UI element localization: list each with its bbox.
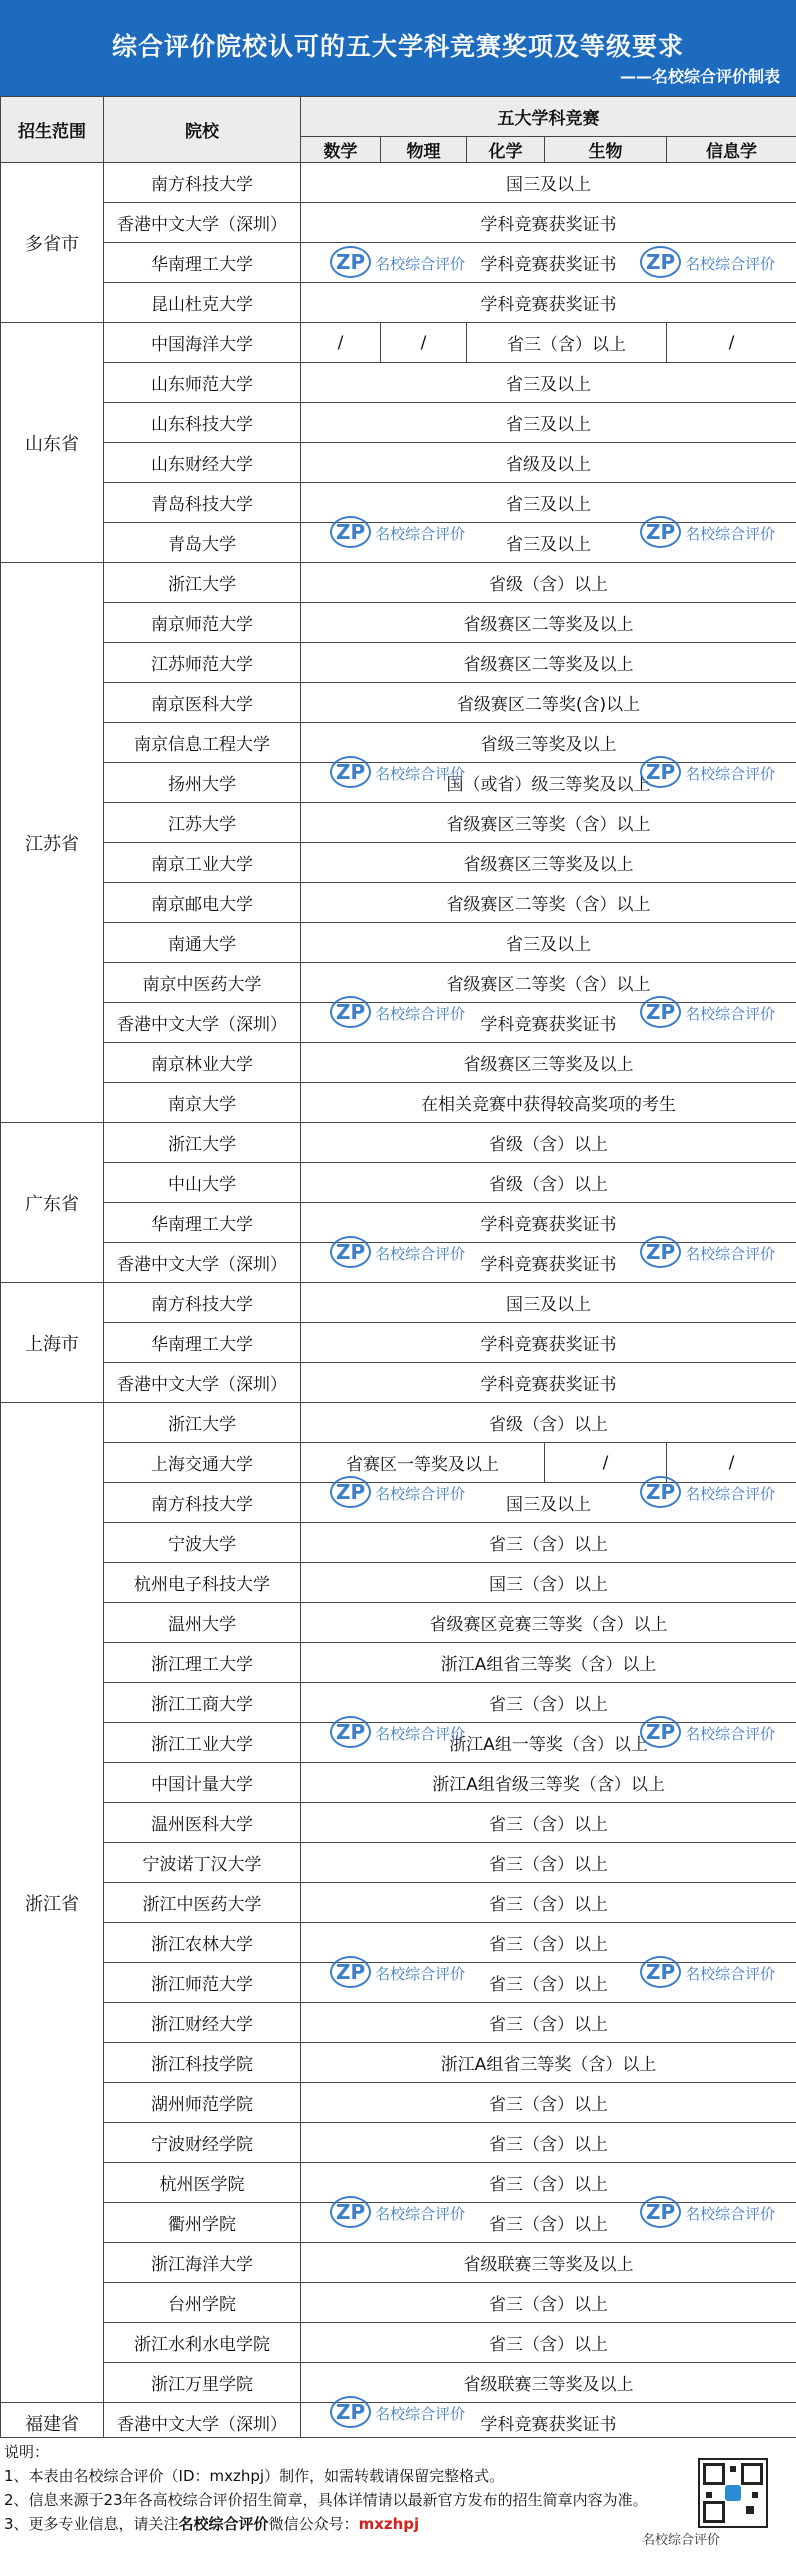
requirement-cell: 省级联赛三等奖及以上 (301, 2243, 796, 2283)
table-row (1, 1203, 796, 1243)
school-cell: 南通大学 (104, 923, 301, 963)
school-cell: 江苏大学 (104, 803, 301, 843)
requirement-cell: 省级赛区三等奖（含）以上 (301, 803, 796, 843)
requirement-cell: 省三（含）以上 (301, 1523, 796, 1563)
watermark-stamp: ZP 名校综合评价 (640, 1000, 775, 1024)
region-cell: 山东省 (1, 323, 104, 563)
school-cell: 香港中文大学（深圳） (104, 203, 301, 243)
watermark-stamp: ZP 名校综合评价 (330, 1960, 465, 1984)
table-body (1, 163, 796, 2443)
table-row (1, 643, 796, 683)
school-cell: 温州医科大学 (104, 1803, 301, 1843)
table-row (1, 323, 796, 363)
table-row (1, 1163, 796, 1203)
table-row (1, 843, 796, 883)
requirement-cell: 省级三等奖及以上 (301, 723, 796, 763)
school-cell: 中国海洋大学 (104, 323, 301, 363)
notes-section (0, 2437, 796, 2552)
requirement-cell: 省级赛区三等奖及以上 (301, 843, 796, 883)
requirement-cell: 省三（含）以上 (301, 1803, 796, 1843)
requirement-cell: 省三及以上 (301, 483, 796, 523)
school-cell: 浙江财经大学 (104, 2003, 301, 2043)
requirement-cell: 省三（含）以上 (301, 1883, 796, 1923)
table-row (1, 1363, 796, 1403)
page-title: 综合评价院校认可的五大学科竞赛奖项及等级要求 (0, 27, 796, 63)
requirement-cell: 省级及以上 (301, 443, 796, 483)
school-cell: 浙江大学 (104, 1403, 301, 1443)
watermark-stamp: ZP 名校综合评价 (330, 520, 465, 544)
requirement-cell: 省三及以上 (301, 923, 796, 963)
school-cell: 浙江大学 (104, 1123, 301, 1163)
requirement-cell: / (667, 323, 796, 363)
requirement-cell: 省级赛区二等奖(含)以上 (301, 683, 796, 723)
school-cell: 台州学院 (104, 2283, 301, 2323)
requirement-cell: 学科竞赛获奖证书 (301, 283, 796, 323)
school-cell: 香港中文大学（深圳） (104, 1363, 301, 1403)
notes-label: 说明： (4, 2441, 49, 2462)
requirement-cell: 省级（含）以上 (301, 563, 796, 603)
school-cell: 宁波财经学院 (104, 2123, 301, 2163)
table-row (1, 2083, 796, 2123)
school-cell: 南京信息工程大学 (104, 723, 301, 763)
school-cell: 华南理工大学 (104, 243, 301, 283)
school-cell: 山东科技大学 (104, 403, 301, 443)
school-cell: 浙江海洋大学 (104, 2243, 301, 2283)
requirement-cell: 省级赛区三等奖及以上 (301, 1043, 796, 1083)
header-competitions: 五大学科竞赛 (301, 97, 796, 137)
requirement-cell: 省级赛区二等奖（含）以上 (301, 963, 796, 1003)
header-subject-biology: 生物 (545, 137, 667, 163)
watermark-stamp: ZP 名校综合评价 (330, 1480, 465, 1504)
table-row (1, 483, 796, 523)
school-cell: 浙江中医药大学 (104, 1883, 301, 1923)
school-cell: 华南理工大学 (104, 1323, 301, 1363)
table-row (1, 1883, 796, 1923)
school-cell: 扬州大学 (104, 763, 301, 803)
school-cell: 中国计量大学 (104, 1763, 301, 1803)
table-row (1, 2043, 796, 2083)
requirement-cell: 学科竞赛获奖证书 (301, 1203, 796, 1243)
requirement-cell: 省三（含）以上 (467, 323, 667, 363)
requirement-cell: 学科竞赛获奖证书 (301, 1363, 796, 1403)
qr-code-icon (698, 2458, 768, 2528)
table-row (1, 1443, 796, 1483)
table-row (1, 1843, 796, 1883)
notes-wechat-id: mxzhpj (359, 2515, 420, 2533)
requirement-cell: 省级（含）以上 (301, 1123, 796, 1163)
school-cell: 南京林业大学 (104, 1043, 301, 1083)
table-row (1, 1123, 796, 1163)
school-cell: 南京中医药大学 (104, 963, 301, 1003)
table-row (1, 723, 796, 763)
table-row (1, 563, 796, 603)
watermark-stamp: ZP 名校综合评价 (330, 250, 465, 274)
notes-line-3-prefix: 3、更多专业信息，请关注 (4, 2515, 179, 2533)
requirement-cell: 学科竞赛获奖证书 (301, 2403, 796, 2443)
school-cell: 浙江工商大学 (104, 1683, 301, 1723)
watermark-stamp: ZP 名校综合评价 (640, 1480, 775, 1504)
requirement-cell: 省三（含）以上 (301, 2283, 796, 2323)
notes-line-3-mid: 微信公众号： (269, 2515, 359, 2533)
requirement-cell: 省三（含）以上 (301, 1843, 796, 1883)
table-row (1, 1603, 796, 1643)
page-header (0, 0, 796, 96)
header-subject-chemistry: 化学 (467, 137, 545, 163)
watermark-stamp: ZP 名校综合评价 (640, 520, 775, 544)
school-cell: 山东财经大学 (104, 443, 301, 483)
requirement-cell: 省级赛区二等奖（含）以上 (301, 883, 796, 923)
table-row (1, 1683, 796, 1723)
table-row (1, 403, 796, 443)
school-cell: 青岛大学 (104, 523, 301, 563)
school-cell: 浙江万里学院 (104, 2363, 301, 2403)
requirement-cell: 省级（含）以上 (301, 1403, 796, 1443)
requirement-cell: 学科竞赛获奖证书 (301, 243, 796, 283)
school-cell: 南方科技大学 (104, 1483, 301, 1523)
region-cell: 多省市 (1, 163, 104, 323)
requirement-cell: 省三及以上 (301, 363, 796, 403)
requirement-cell: 国三及以上 (301, 1283, 796, 1323)
table-row (1, 1563, 796, 1603)
school-cell: 上海交通大学 (104, 1443, 301, 1483)
requirement-cell: 浙江A组省三等奖（含）以上 (301, 2043, 796, 2083)
table-row (1, 1923, 796, 1963)
requirement-cell: 省级赛区二等奖及以上 (301, 603, 796, 643)
requirement-cell: 国三及以上 (301, 163, 796, 203)
notes-line-3 (4, 2513, 419, 2534)
school-cell: 香港中文大学（深圳） (104, 2403, 301, 2443)
table-row (1, 1043, 796, 1083)
table-row (1, 603, 796, 643)
requirement-cell: 省赛区一等奖及以上 (301, 1443, 545, 1483)
school-cell: 香港中文大学（深圳） (104, 1243, 301, 1283)
watermark-stamp: ZP 名校综合评价 (330, 1000, 465, 1024)
header-subject-informatics: 信息学 (667, 137, 796, 163)
watermark-stamp: ZP 名校综合评价 (640, 2200, 775, 2224)
watermark-stamp: ZP 名校综合评价 (640, 1240, 775, 1264)
table-row (1, 203, 796, 243)
table-row (1, 963, 796, 1003)
table-row (1, 2323, 796, 2363)
table-row (1, 1323, 796, 1363)
requirement-cell: 学科竞赛获奖证书 (301, 1003, 796, 1043)
requirement-cell: 省三（含）以上 (301, 1683, 796, 1723)
school-cell: 杭州医学院 (104, 2163, 301, 2203)
school-cell: 华南理工大学 (104, 1203, 301, 1243)
school-cell: 温州大学 (104, 1603, 301, 1643)
requirement-cell: 学科竞赛获奖证书 (301, 1323, 796, 1363)
watermark-stamp: ZP 名校综合评价 (330, 760, 465, 784)
table-row (1, 2243, 796, 2283)
requirement-cell: 省三（含）以上 (301, 1923, 796, 1963)
school-cell: 南方科技大学 (104, 163, 301, 203)
region-cell: 广东省 (1, 1123, 104, 1283)
school-cell: 浙江工业大学 (104, 1723, 301, 1763)
requirement-cell: 省级联赛三等奖及以上 (301, 2363, 796, 2403)
table-row (1, 1283, 796, 1323)
school-cell: 宁波大学 (104, 1523, 301, 1563)
school-cell: 南京工业大学 (104, 843, 301, 883)
requirement-cell: 学科竞赛获奖证书 (301, 203, 796, 243)
region-cell: 上海市 (1, 1283, 104, 1403)
requirement-cell: 学科竞赛获奖证书 (301, 1243, 796, 1283)
header-subject-math: 数学 (301, 137, 381, 163)
watermark-stamp: ZP 名校综合评价 (330, 2200, 465, 2224)
table-row (1, 1083, 796, 1123)
watermark-stamp: ZP 名校综合评价 (640, 760, 775, 784)
notes-brand: 名校综合评价 (179, 2515, 269, 2533)
watermark-stamp: ZP 名校综合评价 (640, 1960, 775, 1984)
table-row (1, 2003, 796, 2043)
school-cell: 南京医科大学 (104, 683, 301, 723)
requirement-cell: 浙江A组一等奖（含）以上 (301, 1723, 796, 1763)
school-cell: 浙江理工大学 (104, 1643, 301, 1683)
table-row (1, 443, 796, 483)
requirement-cell: / (667, 1443, 796, 1483)
table-row (1, 1803, 796, 1843)
school-cell: 宁波诺丁汉大学 (104, 1843, 301, 1883)
region-cell: 浙江省 (1, 1403, 104, 2403)
table-row (1, 683, 796, 723)
requirement-cell: 省三（含）以上 (301, 1963, 796, 2003)
requirement-cell: 省三及以上 (301, 523, 796, 563)
requirement-cell: / (301, 323, 381, 363)
header-subject-physics: 物理 (381, 137, 467, 163)
requirement-cell: / (545, 1443, 667, 1483)
requirement-cell: 国三及以上 (301, 1483, 796, 1523)
table-row (1, 283, 796, 323)
school-cell: 青岛科技大学 (104, 483, 301, 523)
watermark-stamp: ZP 名校综合评价 (330, 2400, 465, 2424)
school-cell: 浙江科技学院 (104, 2043, 301, 2083)
requirement-cell: 省三（含）以上 (301, 2123, 796, 2163)
school-cell: 昆山杜克大学 (104, 283, 301, 323)
school-cell: 南京邮电大学 (104, 883, 301, 923)
watermark-stamp: ZP 名校综合评价 (640, 1720, 775, 1744)
requirement-cell: 省三（含）以上 (301, 2203, 796, 2243)
table-row (1, 1403, 796, 1443)
qr-caption: 名校综合评价 (642, 2529, 720, 2548)
notes-line-2: 2、信息来源于23年各高校综合评价招生简章，具体详情请以最新官方发布的招生简章内容为准。 (4, 2489, 648, 2510)
page-subtitle: ——名校综合评价制表 (620, 64, 780, 87)
requirement-cell: 在相关竞赛中获得较高奖项的考生 (301, 1083, 796, 1123)
school-cell: 浙江师范大学 (104, 1963, 301, 2003)
requirement-cell: 国三（含）以上 (301, 1563, 796, 1603)
requirement-cell: 省三（含）以上 (301, 2003, 796, 2043)
table-row (1, 2123, 796, 2163)
table-row (1, 163, 796, 203)
table-row (1, 363, 796, 403)
requirement-cell: / (381, 323, 467, 363)
school-cell: 南方科技大学 (104, 1283, 301, 1323)
school-cell: 浙江农林大学 (104, 1923, 301, 1963)
header-school: 院校 (104, 97, 301, 163)
school-cell: 南京大学 (104, 1083, 301, 1123)
school-cell: 山东师范大学 (104, 363, 301, 403)
table-row (1, 1763, 796, 1803)
requirement-cell: 省三及以上 (301, 403, 796, 443)
table-row (1, 883, 796, 923)
table-row (1, 2363, 796, 2403)
school-cell: 湖州师范学院 (104, 2083, 301, 2123)
requirement-cell: 省级（含）以上 (301, 1163, 796, 1203)
school-cell: 浙江大学 (104, 563, 301, 603)
requirement-cell: 省三（含）以上 (301, 2323, 796, 2363)
school-cell: 衢州学院 (104, 2203, 301, 2243)
notes-line-1: 1、本表由名校综合评价（ID：mxzhpj）制作，如需转载请保留完整格式。 (4, 2465, 504, 2486)
school-cell: 浙江水利水电学院 (104, 2323, 301, 2363)
watermark-stamp: ZP 名校综合评价 (330, 1240, 465, 1264)
school-cell: 江苏师范大学 (104, 643, 301, 683)
requirement-cell: 省级赛区竞赛三等奖（含）以上 (301, 1603, 796, 1643)
school-cell: 香港中文大学（深圳） (104, 1003, 301, 1043)
region-cell: 江苏省 (1, 563, 104, 1123)
table-row (1, 2163, 796, 2203)
school-cell: 中山大学 (104, 1163, 301, 1203)
requirement-cell: 省三（含）以上 (301, 2163, 796, 2203)
requirement-cell: 浙江A组省级三等奖（含）以上 (301, 1763, 796, 1803)
header-region: 招生范围 (1, 97, 104, 163)
requirement-cell: 省级赛区二等奖及以上 (301, 643, 796, 683)
school-cell: 南京师范大学 (104, 603, 301, 643)
school-cell: 杭州电子科技大学 (104, 1563, 301, 1603)
watermark-stamp: ZP 名校综合评价 (330, 1720, 465, 1744)
requirement-cell: 浙江A组省三等奖（含）以上 (301, 1643, 796, 1683)
table-row (1, 1523, 796, 1563)
competition-table (0, 96, 796, 2443)
watermark-stamp: ZP 名校综合评价 (640, 250, 775, 274)
table-row (1, 923, 796, 963)
table-row (1, 1643, 796, 1683)
table-row (1, 803, 796, 843)
requirement-cell: 省三（含）以上 (301, 2083, 796, 2123)
table-row (1, 2283, 796, 2323)
requirement-cell: 国（或省）级三等奖及以上 (301, 763, 796, 803)
region-cell: 福建省 (1, 2403, 104, 2443)
